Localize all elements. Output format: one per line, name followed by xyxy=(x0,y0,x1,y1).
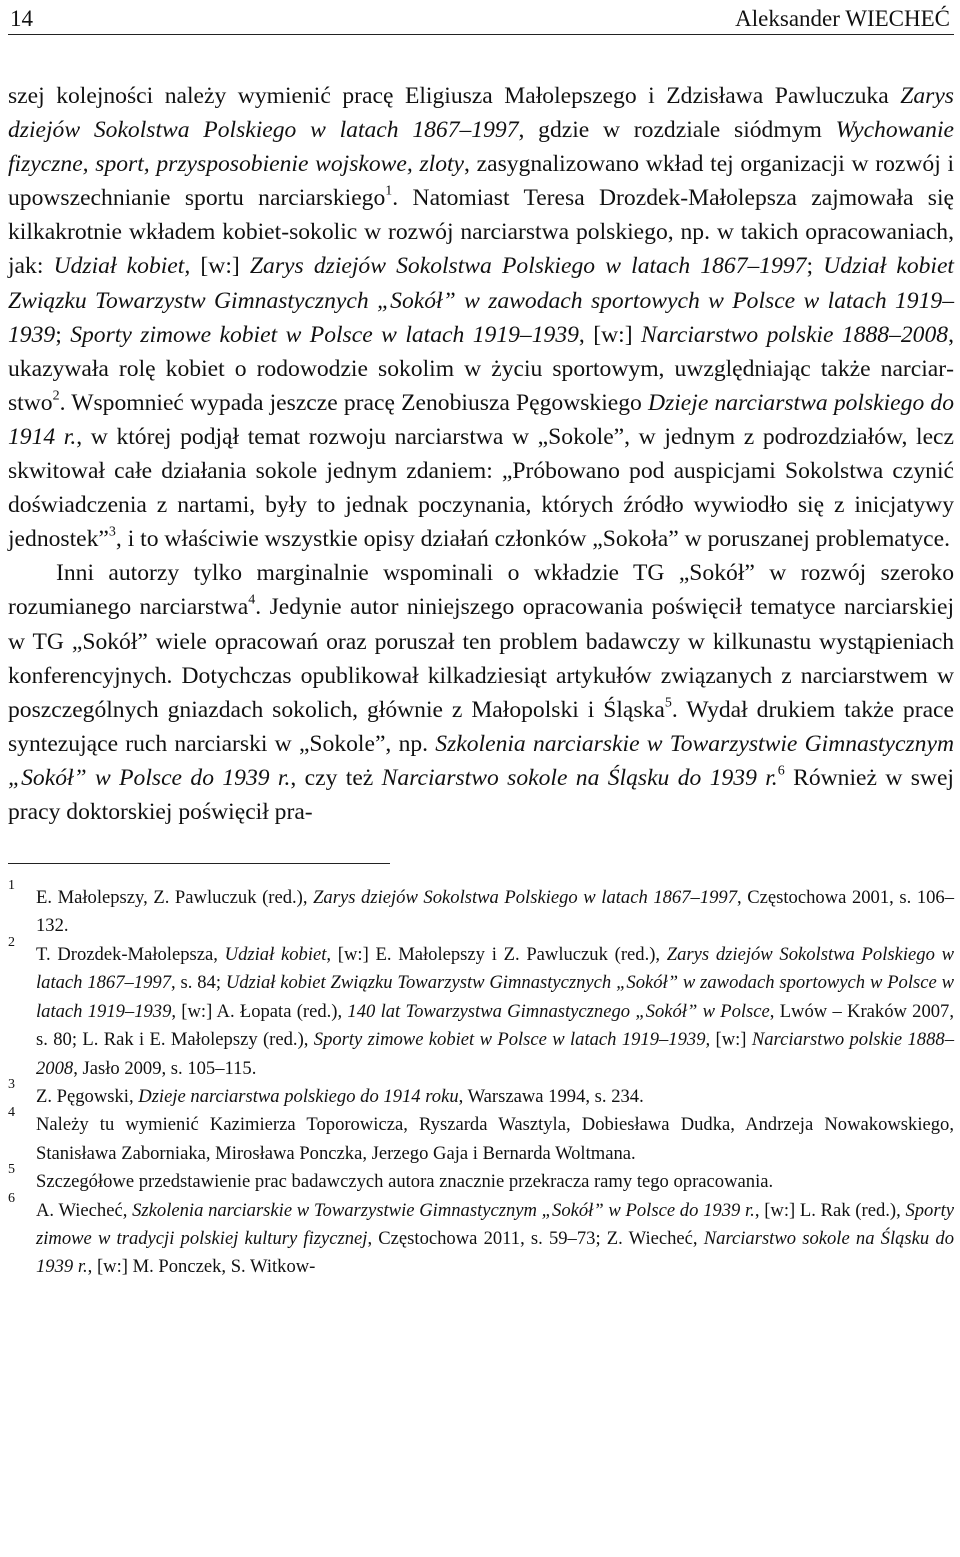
text-run: Należy tu wymienić Kazimierza Toporowicza, Ryszarda Wasztyla, Dobiesława Dudka, Andrzeja Nowakowskiego, Stanisława Zaborniaka, Mirosława Ponczka, Jerzego Gaja i Bernarda Woltmana. xyxy=(36,1114,954,1164)
italic-run: Udział kobiet xyxy=(224,943,327,965)
text-run: , Częstochowa 2001, s. 106–132. xyxy=(36,887,955,937)
italic-run: Wychowanie fizyczne, sport, przysposobienie wojskowe, zloty xyxy=(8,117,954,178)
text-run: Inni autorzy tylko marginalnie wspominali o wkładzie TG „Sokół” w rozwój szeroko rozumianego narciarstwa xyxy=(8,560,954,621)
italic-run: Udział kobiet Związku Towarzystw Gimnastycznych „Sokół” w zawodach sportowych w Polsce w latach 1919–1939 xyxy=(36,972,954,1022)
italic-run: Dzieje narciarstwa polskiego do 1914 r. xyxy=(8,389,954,450)
italic-run: Zarys dziejów Sokolstwa Polskiego w latach 1867–1997 xyxy=(249,253,807,280)
text-run: Z. Pęgowski, xyxy=(36,1085,139,1107)
footnote-ref: 5 xyxy=(664,695,672,711)
text-run: E. Małolepszy, Z. Pawluczuk (red.), xyxy=(36,887,314,909)
text-run: , Częstochowa 2011, s. 59–73; Z. Wiecheć, xyxy=(367,1227,704,1249)
italic-run: Udział kobiet, xyxy=(53,253,191,280)
italic-run: 140 lat Towarzystwa Gimnastycznego „Sokół” w Polsce xyxy=(347,1000,770,1022)
italic-run: Zarys dziejów Sokolstwa Polskiego w latach 1867–1997 xyxy=(8,83,954,144)
italic-run: Dzieje narciarstwa polskiego do 1914 roku xyxy=(138,1085,459,1107)
footnote-2 xyxy=(8,934,955,1083)
footnote-ref: 6 xyxy=(777,763,785,779)
italic-run: Narciarstwo polskie 1888–2008 xyxy=(36,1029,954,1079)
text-run: . Wydał drukiem także prace syntezujące ruch narciarski w „Sokole”, np. xyxy=(8,696,954,757)
text-run: , zasygnalizowano wkład tej organizacji w rozwój i upowszechnianie sportu narciarskiego xyxy=(8,151,954,212)
italic-run: Szkolenia narciarskie w Towarzystwie Gimnastycznym „Sokół” w Polsce do 1939 r. xyxy=(132,1199,755,1221)
running-author: Aleksander WIECHEĆ xyxy=(735,6,950,31)
footnote-ref: 1 xyxy=(385,183,393,199)
italic-run: w Polsce w latach 1919–1939 xyxy=(8,287,954,348)
italic-run: Szkolenia narciarskie w Towarzystwie Gimnastycznym „Sokół” w Polsce do 1939 r. xyxy=(8,730,954,791)
running-header xyxy=(8,0,954,35)
text-run: , w której podjął temat rozwoju narciarstwa w „Sokole”, w jednym z podrozdziałów, lecz skwitował całe działania sokole jednym zdaniem: „Próbowano pod auspicjami Sokolstwa czynić doświadczenia z nartami, były to jednak poczynania, których źródło wywiodło się z inicjatywy jednostek” xyxy=(8,423,954,553)
paragraph-2 xyxy=(8,556,954,829)
footnote-separator xyxy=(8,863,390,864)
text-run: . Jedynie autor niniejszego opracowania poświęcił tematyce narciarskiej w TG „Sokół” wiele opracowań oraz poruszał ten problem badawczy w kilkunastu wystąpieniach konferencyjnych. Dotychczas opublikował kilkadziesiąt artykułów związanych z narciarstwem w poszczególnych gniazdach sokolich, głównie z Małopolski i Śląska xyxy=(8,594,954,723)
text-run: , [w:] E. Małolepszy i Z. Pawluczuk (red.), xyxy=(326,943,667,965)
footnote-ref: 3 xyxy=(108,524,116,540)
text-run: , ukazywała rolę kobiet o rodowodzie sokolim w życiu sportowym, uwzględniając także narciarstwo xyxy=(8,321,954,416)
text-run: , s. 84; xyxy=(171,972,226,994)
italic-run: Sporty zimowe w tradycji polskiej kultury fizycznej xyxy=(36,1199,954,1249)
footnotes xyxy=(8,878,955,1282)
text-run: . Wspomnieć wypada jeszcze pracę Zenobiusza Pęgowskiego xyxy=(59,389,649,416)
text-run: , czy też xyxy=(290,764,382,791)
footnote-ref: 4 xyxy=(248,592,256,608)
footnote-3 xyxy=(8,1076,954,1111)
italic-run: Narciarstwo polskie 1888–2008 xyxy=(641,321,949,348)
text-run: , Warszawa 1994, s. 234. xyxy=(458,1085,644,1107)
text-run: szej kolejności należy wymienić pracę Eligiusza Małolepszego i Zdzisława Pawluczuka xyxy=(8,83,901,109)
footnote-number: 3 xyxy=(8,1076,15,1092)
footnote-number: 4 xyxy=(8,1105,15,1121)
text-run: , i to właściwie wszystkie opisy działań członków „Sokoła” w poruszanej problematyce. xyxy=(115,526,950,553)
text-run: , Jasło 2009, s. 105–115. xyxy=(73,1057,257,1079)
page-number: 14 xyxy=(10,6,33,31)
italic-run: Zarys dziejów Sokolstwa Polskiego w latach 1867–1997 xyxy=(313,887,738,909)
text-run: , gdzie w rozdziale siódmym xyxy=(518,117,836,144)
text-run: , [w:] A. Łopata (red.), xyxy=(171,1000,348,1022)
italic-run: Zarys dziejów Sokolstwa Polskiego w latach 1867–1997 xyxy=(36,943,954,994)
footnote-6 xyxy=(8,1190,954,1282)
text-run: , [w:] M. Ponczek, S. Witkow- xyxy=(87,1256,316,1278)
footnote-number: 2 xyxy=(8,934,15,950)
footnote-1 xyxy=(8,878,955,941)
text-run: Szczegółowe przedstawienie prac badawczych autora znacznie przekracza ramy tego opracowania. xyxy=(36,1171,774,1193)
text-run: ; xyxy=(806,253,824,280)
text-run: , [w:] xyxy=(578,321,642,348)
text-run: , Lwów – Kraków 2007, s. 80; L. Rak i E. Małolepszy (red.), xyxy=(36,1000,955,1051)
italic-run: Sporty zimowe kobiet w Polsce w latach 1919–1939, xyxy=(313,1029,711,1051)
footnote-number: 1 xyxy=(8,878,15,894)
text-run: Również w swej pracy doktorskiej poświęcił pra- xyxy=(8,764,954,825)
footnote-ref: 2 xyxy=(52,388,60,404)
text-run: A. Wiecheć, xyxy=(36,1199,133,1221)
footnote-4 xyxy=(8,1105,954,1168)
footnote-number: 6 xyxy=(8,1190,15,1206)
italic-run: Narciarstwo sokole na Śląsku do 1939 r. xyxy=(36,1227,954,1278)
italic-run: Udział kobiet Związku Towarzystw Gimnastycznych „Sokół” w zawodach sportowych xyxy=(8,253,954,314)
text-run: T. Drozdek-Małolepsza, xyxy=(36,943,225,965)
paragraph-1 xyxy=(8,79,954,556)
body-text xyxy=(8,79,954,829)
italic-run: Narciarstwo sokole na Śląsku do 1939 r. xyxy=(381,764,778,791)
text-run: , [w:] L. Rak (red.), xyxy=(754,1199,906,1221)
italic-run: Sporty zimowe kobiet w Polsce w latach 1919–1939 xyxy=(70,321,579,348)
text-run xyxy=(700,288,708,314)
text-run: ; xyxy=(55,321,71,348)
footnote-5 xyxy=(8,1162,954,1196)
text-run: . Natomiast Teresa Drozdek-Małolepsza zajmowała się kilkakrotnie wkładem kobiet-sokolic w rozwój narciarstwa polskiego, np. w takich opracowaniach, jak: xyxy=(8,185,954,280)
footnote-number: 5 xyxy=(8,1162,15,1178)
text-run: [w:] xyxy=(190,253,250,280)
text-run: [w:] xyxy=(710,1029,752,1051)
